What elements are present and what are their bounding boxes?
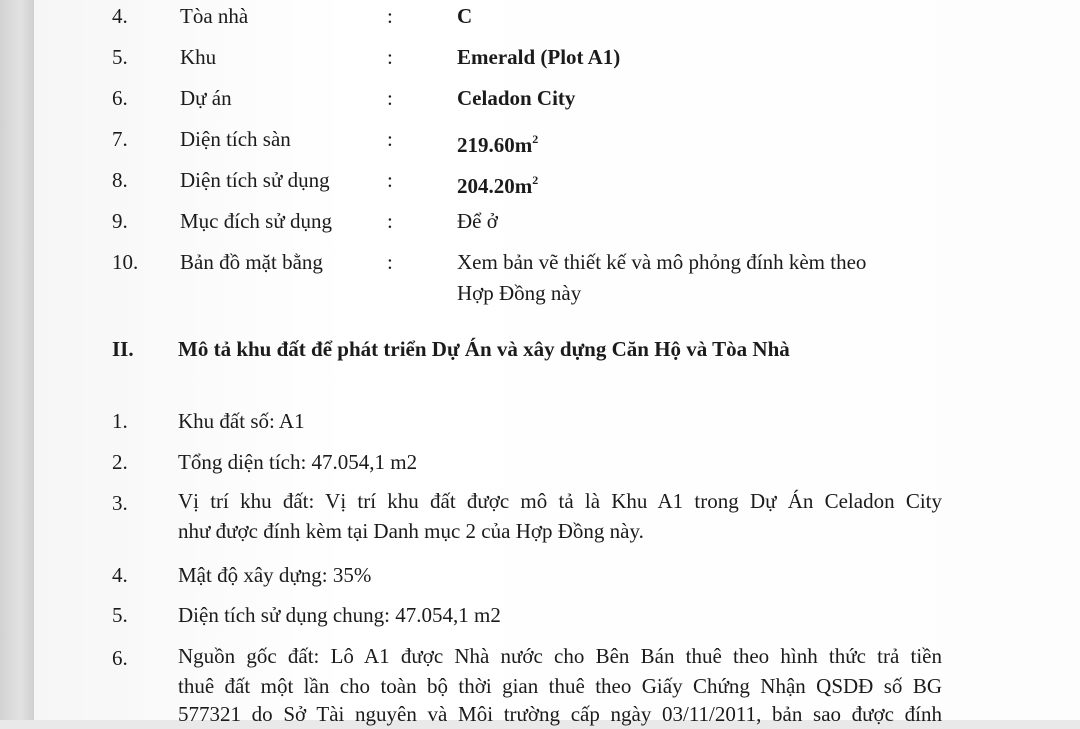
- row-colon: :: [387, 168, 393, 192]
- row-label: Diện tích sàn: [180, 127, 291, 151]
- item-text-continued: thuê đất một lần cho toàn bộ thời gian thuê theo Giấy Chứng Nhận QSDĐ số BG: [178, 674, 942, 698]
- item-number: 4.: [112, 563, 128, 587]
- row-value-continued: Hợp Đồng này: [457, 281, 582, 305]
- superscript: 2: [532, 173, 539, 187]
- row-number: 9.: [112, 209, 128, 233]
- item-number: 5.: [112, 603, 128, 627]
- row-value: Emerald (Plot A1): [457, 45, 621, 69]
- row-value: Để ở: [457, 209, 498, 233]
- row-label: Bản đồ mặt bằng: [180, 250, 323, 274]
- area-value: 204.20m: [457, 174, 533, 198]
- item-number: 3.: [112, 491, 128, 515]
- row-number: 8.: [112, 168, 128, 192]
- row-label: Mục đích sử dụng: [180, 209, 332, 233]
- row-value: [457, 165, 538, 201]
- row-colon: :: [387, 4, 393, 28]
- item-number: 6.: [112, 646, 128, 670]
- row-number: 4.: [112, 4, 128, 28]
- row-value: Xem bản vẽ thiết kế và mô phỏng đính kèm theo: [457, 250, 867, 274]
- row-number: 5.: [112, 45, 128, 69]
- row-label: Dự án: [180, 86, 232, 110]
- item-text: Tổng diện tích: 47.054,1 m2: [178, 450, 418, 474]
- superscript: 2: [532, 132, 539, 146]
- row-value: C: [457, 4, 473, 28]
- item-text: Vị trí khu đất: Vị trí khu đất được mô tả là Khu A1 trong Dự Án Celadon City: [178, 489, 942, 513]
- row-colon: :: [387, 86, 393, 110]
- row-label: Tòa nhà: [180, 4, 249, 28]
- row-value: Celadon City: [457, 86, 576, 110]
- row-colon: :: [387, 45, 393, 69]
- row-number: 7.: [112, 127, 128, 151]
- item-text: Khu đất số: A1: [178, 409, 305, 433]
- item-text-continued: 577321 do Sở Tài nguyên và Môi trường cấp ngày 03/11/2011, bản sao được đính: [178, 702, 942, 726]
- item-text: Nguồn gốc đất: Lô A1 được Nhà nước cho Bên Bán thuê theo hình thức trả tiền: [178, 644, 942, 668]
- row-colon: :: [387, 250, 393, 274]
- row-label: Diện tích sử dụng: [180, 168, 330, 192]
- page-left-edge: [0, 0, 34, 720]
- row-label: Khu: [180, 45, 217, 69]
- item-number: 1.: [112, 409, 128, 433]
- row-colon: :: [387, 209, 393, 233]
- row-value: [457, 124, 538, 160]
- item-text: Mật độ xây dựng: 35%: [178, 563, 372, 587]
- area-value: 219.60m: [457, 133, 533, 157]
- row-number: 6.: [112, 86, 128, 110]
- item-text: Diện tích sử dụng chung: 47.054,1 m2: [178, 603, 501, 627]
- item-text-continued: như được đính kèm tại Danh mục 2 của Hợp Đồng này.: [178, 519, 644, 543]
- row-number: 10.: [112, 250, 139, 274]
- section-number: II.: [112, 337, 134, 361]
- row-colon: :: [387, 127, 393, 151]
- section-title: Mô tả khu đất để phát triển Dự Án và xây dựng Căn Hộ và Tòa Nhà: [178, 337, 790, 361]
- item-number: 2.: [112, 450, 128, 474]
